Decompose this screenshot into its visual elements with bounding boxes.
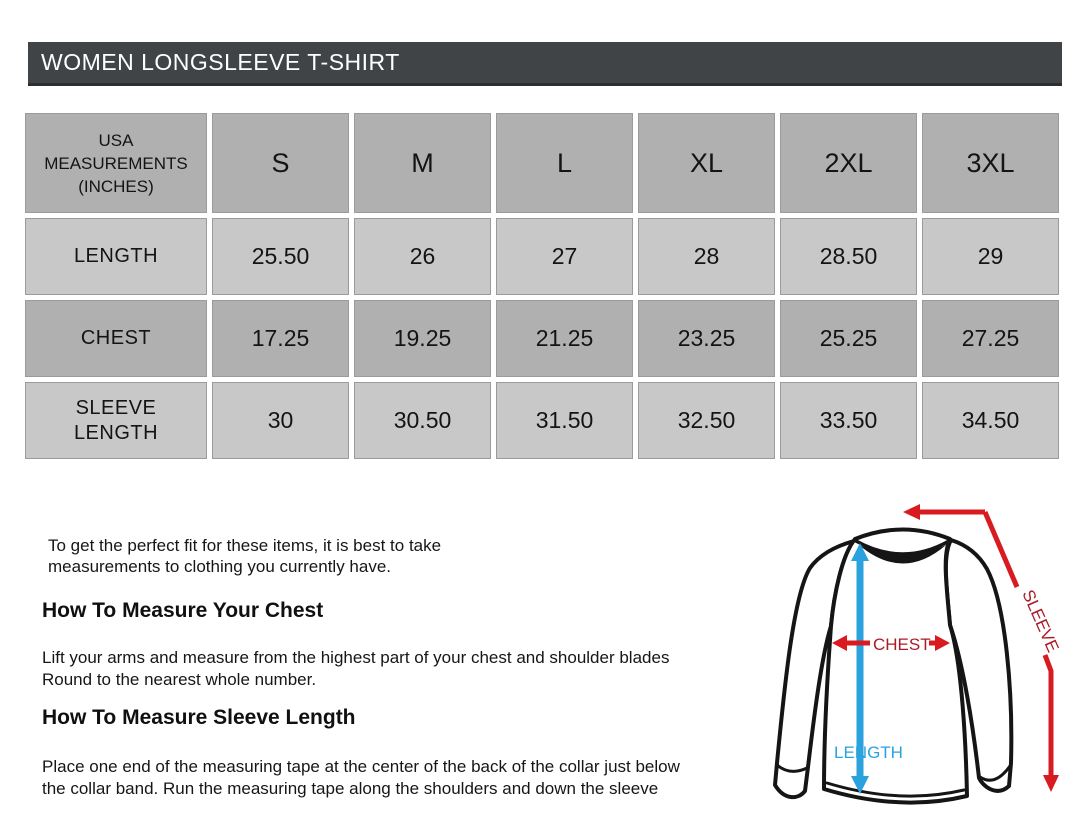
value-cell: 25.25 [780, 300, 917, 377]
fit-advice-text: To get the perfect fit for these items, it is best to take measurements to clothing you currently have. [48, 536, 442, 576]
value-cell: 34.50 [922, 382, 1059, 459]
size-column-header: 3XL [922, 113, 1059, 213]
sleeve-label: SLEEVE [1018, 586, 1063, 656]
section-body-chest: Lift your arms and measure from the highest part of your chest and shoulder blades Round to the nearest whole number. [42, 648, 670, 689]
tshirt-measurement-diagram [770, 495, 1080, 835]
sleeve-arrowhead-bottom [1043, 775, 1059, 792]
size-column-header: L [496, 113, 633, 213]
value-cell: 32.50 [638, 382, 775, 459]
value-cell: 33.50 [780, 382, 917, 459]
measurements-header-cell [25, 113, 207, 213]
size-column-header: S [212, 113, 349, 213]
value-cell: 27 [496, 218, 633, 295]
header-line: MEASUREMENTS [44, 153, 188, 173]
row-label: CHEST [25, 300, 207, 377]
length-label: LENGTH [834, 743, 903, 762]
value-cell: 30.50 [354, 382, 491, 459]
size-column-header: XL [638, 113, 775, 213]
section-heading-sleeve: How To Measure Sleeve Length [42, 706, 356, 729]
value-cell: 26 [354, 218, 491, 295]
value-cell: 29 [922, 218, 1059, 295]
page-title-bar [28, 42, 1062, 86]
value-cell: 23.25 [638, 300, 775, 377]
value-cell: 27.25 [922, 300, 1059, 377]
value-cell: 17.25 [212, 300, 349, 377]
chest-label: CHEST [873, 635, 931, 654]
row-label: LENGTH [25, 218, 207, 295]
table-header-row [25, 113, 1059, 213]
table-row-chest [25, 300, 1059, 377]
value-cell: 28 [638, 218, 775, 295]
section-body-sleeve: Place one end of the measuring tape at the center of the back of the collar just below the collar band. Run the measuring tape along the shoulders and down the sleeve [42, 757, 680, 798]
value-cell: 21.25 [496, 300, 633, 377]
value-cell: 30 [212, 382, 349, 459]
value-cell: 28.50 [780, 218, 917, 295]
section-heading-chest: How To Measure Your Chest [42, 599, 324, 622]
row-label: SLEEVE LENGTH [25, 382, 207, 459]
size-column-header: M [354, 113, 491, 213]
table-row-sleeve-length [25, 382, 1059, 459]
value-cell: 25.50 [212, 218, 349, 295]
table-row-length [25, 218, 1059, 295]
size-column-header: 2XL [780, 113, 917, 213]
size-chart-table [20, 108, 1064, 464]
value-cell: 31.50 [496, 382, 633, 459]
header-line: USA [98, 130, 134, 150]
page-title: WOMEN LONGSLEEVE T-SHIRT [41, 49, 400, 75]
value-cell: 19.25 [354, 300, 491, 377]
header-line: (INCHES) [78, 176, 154, 196]
